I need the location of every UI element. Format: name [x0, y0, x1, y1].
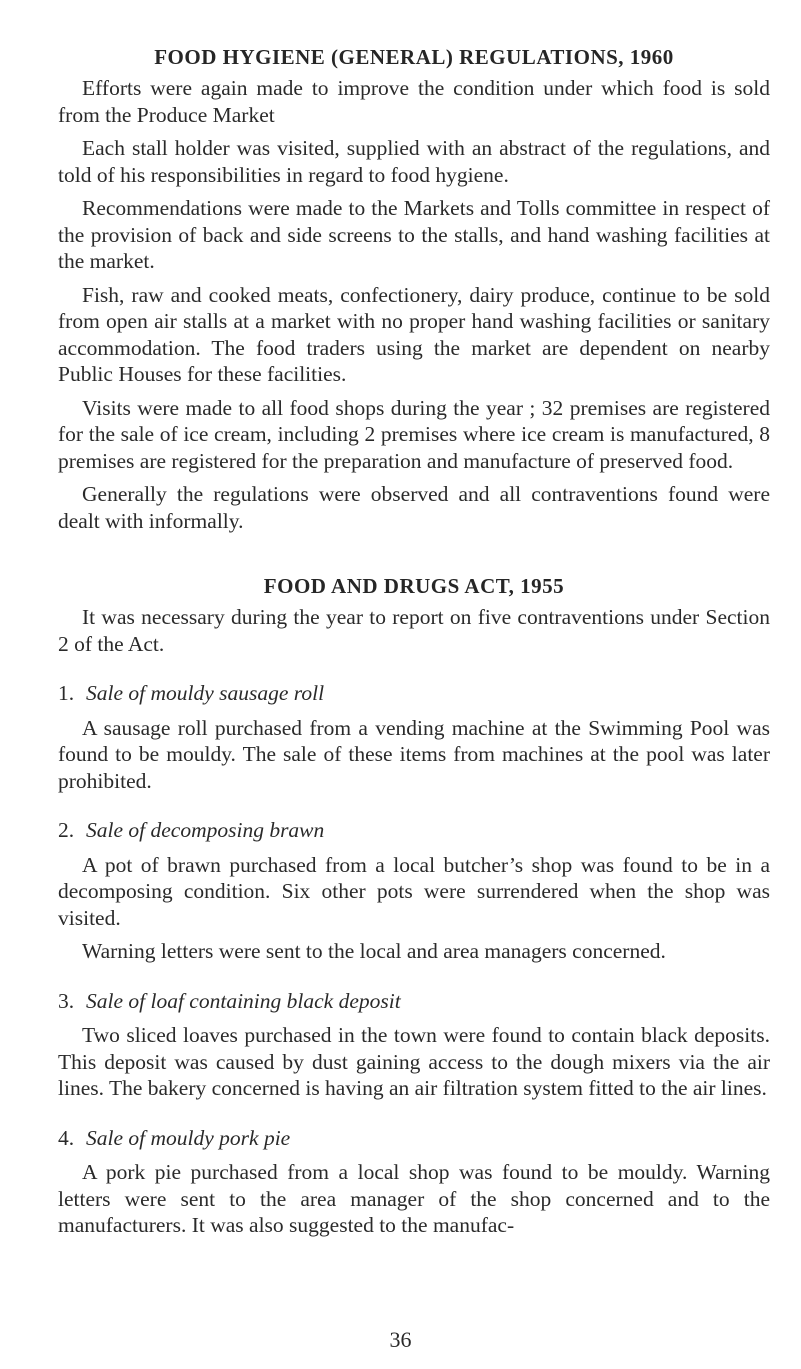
paragraph: Generally the regulations were observed and all contraventions found were dealt with informally. [58, 482, 770, 533]
item-title [58, 1125, 770, 1152]
paragraph: Each stall holder was visited, supplied with an abstract of the regulations, and told of his responsibilities in regard to food hygiene. [58, 136, 770, 187]
paragraph: Warning letters were sent to the local and area managers concerned. [82, 939, 666, 963]
page-number: 36 [389, 1327, 412, 1352]
paragraph: Recommendations were made to the Markets and Tolls committee in respect of the provision of back and side screens to the stalls, and hand washing facilities at the market. [58, 196, 770, 273]
item-title [58, 817, 770, 844]
item-number: 4. [58, 1125, 75, 1150]
paragraph: A pot of brawn purchased from a local butcher’s shop was found to be in a decomposing condition. Six other pots were surrendered when the shop was visited. [58, 852, 770, 930]
item-label: Sale of mouldy pork pie [86, 1125, 291, 1150]
paragraph: Two sliced loaves purchased in the town were found to contain black deposits. This deposit was caused by dust gaining access to the dough mixers via the air lines. The bakery concerned is having an air filtration system fitted to the air lines. [58, 1023, 770, 1100]
paragraph: It was necessary during the year to report on five contraventions under Section 2 of the Act. [58, 605, 770, 656]
item-number: 3. [58, 988, 75, 1013]
page-content [58, 42, 770, 1239]
item-number: 1. [58, 681, 75, 705]
section-heading-food-and-drugs: FOOD AND DRUGS ACT, 1955 [263, 574, 565, 598]
paragraph: A pork pie purchased from a local shop was found to be mouldy. Warning letters were sent to the area manager of the shop concerned and to the manufacturers. It was also suggested to the manufac- [58, 1160, 770, 1237]
item-title [58, 680, 770, 707]
paragraph: Fish, raw and cooked meats, confectionery, dairy produce, continue to be sold from open air stalls at a market with no proper hand washing facilities or sanitary accommodation. The food traders using the market are dependent on nearby Public Houses for these facilities. [58, 282, 770, 386]
item-label: Sale of decomposing brawn [86, 818, 325, 842]
paragraph: A sausage roll purchased from a vending machine at the Swimming Pool was found to be mouldy. The sale of these items from machines at the pool was later prohibited. [58, 715, 770, 793]
item-label: Sale of mouldy sausage roll [86, 681, 325, 705]
item-title [58, 988, 770, 1015]
section-heading-food-hygiene: FOOD HYGIENE (GENERAL) REGULATIONS, 1960 [154, 45, 674, 69]
item-label: Sale of loaf containing black deposit [86, 988, 401, 1013]
item-number: 2. [58, 818, 75, 842]
paragraph: Visits were made to all food shops during the year ; 32 premises are registered for the sale of ice cream, including 2 premises where ice cream is manufactured, 8 premises are registered for the preparation and manufacture of preserved food. [58, 395, 770, 473]
paragraph: Efforts were again made to improve the condition under which food is sold from the Produce Market [58, 76, 770, 127]
